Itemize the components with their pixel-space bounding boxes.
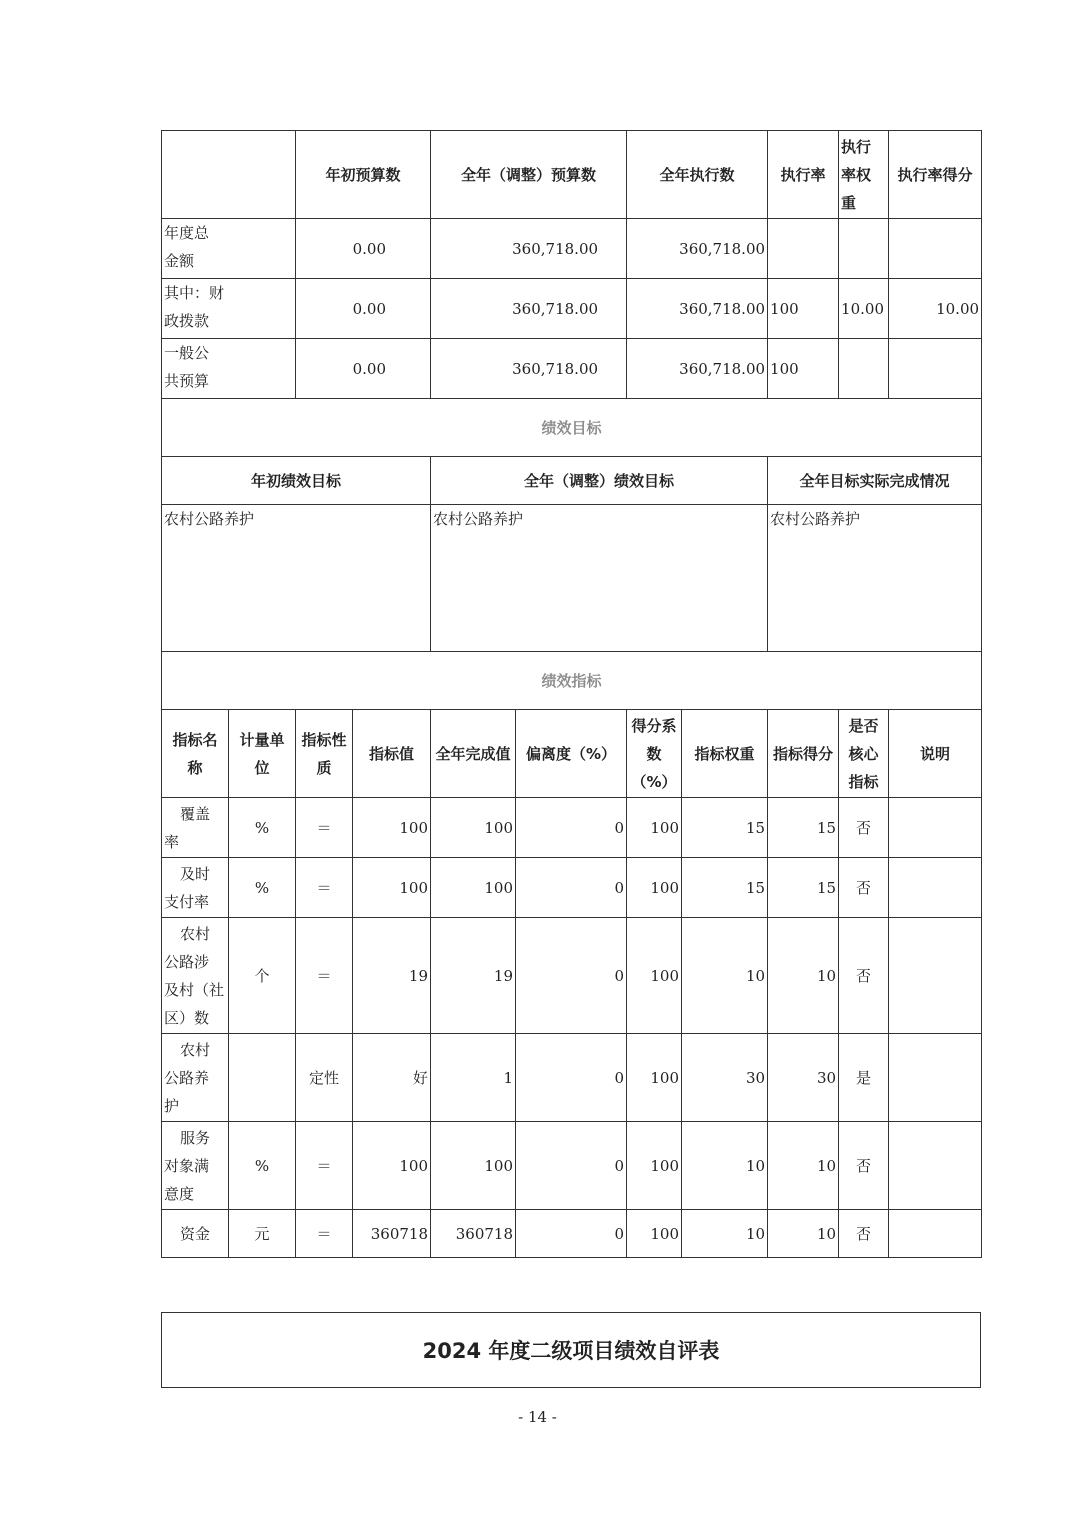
budget-row-total bbox=[162, 219, 982, 279]
ind-target: 100 bbox=[353, 858, 431, 918]
ind-weight: 10 bbox=[682, 1210, 768, 1258]
ind-actual: 19 bbox=[431, 918, 516, 1034]
ind-coef: 100 bbox=[627, 798, 682, 858]
budget-header-row bbox=[162, 131, 982, 219]
ind-coef: 100 bbox=[627, 858, 682, 918]
ind-header-nature: 指标性 质 bbox=[296, 710, 353, 798]
ind-actual: 360718 bbox=[431, 1210, 516, 1258]
ind-deviation: 0 bbox=[516, 858, 627, 918]
budget-adjusted: 360,718.00 bbox=[431, 279, 627, 339]
ind-header-score: 指标得分 bbox=[768, 710, 839, 798]
ind-coef: 100 bbox=[627, 1122, 682, 1210]
ind-score: 10 bbox=[768, 1210, 839, 1258]
ind-name: 农村 公路涉 及村（社 区）数 bbox=[162, 918, 229, 1034]
ind-header-name: 指标名 称 bbox=[162, 710, 229, 798]
budget-header-rate: 执行率 bbox=[768, 131, 839, 219]
ind-nature: ＝ bbox=[296, 918, 353, 1034]
ind-deviation: 0 bbox=[516, 918, 627, 1034]
ind-target: 100 bbox=[353, 798, 431, 858]
ind-note bbox=[889, 1122, 982, 1210]
ind-nature: ＝ bbox=[296, 1210, 353, 1258]
ind-note bbox=[889, 798, 982, 858]
ind-weight: 10 bbox=[682, 918, 768, 1034]
budget-initial: 0.00 bbox=[296, 279, 431, 339]
ind-coef: 100 bbox=[627, 1210, 682, 1258]
ind-name: 农村 公路养 护 bbox=[162, 1034, 229, 1122]
ind-score: 15 bbox=[768, 858, 839, 918]
budget-header-score: 执行率得分 bbox=[889, 131, 982, 219]
ind-core: 是 bbox=[839, 1034, 889, 1122]
ind-header-unit: 计量单 位 bbox=[229, 710, 296, 798]
ind-target: 100 bbox=[353, 1122, 431, 1210]
goals-value-adjusted: 农村公路养护 bbox=[431, 505, 768, 652]
budget-row-general bbox=[162, 339, 982, 399]
indicators-section-row bbox=[162, 652, 982, 710]
budget-header-adjusted: 全年（调整）预算数 bbox=[431, 131, 627, 219]
budget-adjusted: 360,718.00 bbox=[431, 219, 627, 279]
ind-unit: % bbox=[229, 858, 296, 918]
budget-rate: 100 bbox=[768, 339, 839, 399]
ind-core: 否 bbox=[839, 918, 889, 1034]
budget-row-fiscal bbox=[162, 279, 982, 339]
ind-deviation: 0 bbox=[516, 1122, 627, 1210]
ind-score: 15 bbox=[768, 798, 839, 858]
budget-weight bbox=[839, 219, 889, 279]
ind-nature: ＝ bbox=[296, 1122, 353, 1210]
ind-unit: % bbox=[229, 798, 296, 858]
ind-unit: 个 bbox=[229, 918, 296, 1034]
ind-target: 好 bbox=[353, 1034, 431, 1122]
budget-header-executed: 全年执行数 bbox=[627, 131, 768, 219]
ind-deviation: 0 bbox=[516, 798, 627, 858]
page-number: - 14 - bbox=[518, 1408, 557, 1426]
ind-core: 否 bbox=[839, 1122, 889, 1210]
indicators-header-row bbox=[162, 710, 982, 798]
ind-nature: ＝ bbox=[296, 858, 353, 918]
budget-row-label: 一般公 共预算 bbox=[162, 339, 296, 399]
ind-header-note: 说明 bbox=[889, 710, 982, 798]
ind-weight: 30 bbox=[682, 1034, 768, 1122]
ind-score: 10 bbox=[768, 918, 839, 1034]
goals-value-row bbox=[162, 505, 982, 652]
budget-weight: 10.00 bbox=[839, 279, 889, 339]
ind-target: 360718 bbox=[353, 1210, 431, 1258]
ind-note bbox=[889, 918, 982, 1034]
ind-actual: 1 bbox=[431, 1034, 516, 1122]
ind-weight: 15 bbox=[682, 858, 768, 918]
ind-weight: 15 bbox=[682, 798, 768, 858]
budget-executed: 360,718.00 bbox=[627, 279, 768, 339]
ind-header-coef: 得分系 数（%） bbox=[627, 710, 682, 798]
ind-unit: 元 bbox=[229, 1210, 296, 1258]
table-row bbox=[162, 918, 982, 1034]
ind-name: 覆盖 率 bbox=[162, 798, 229, 858]
goals-value-initial: 农村公路养护 bbox=[162, 505, 431, 652]
ind-name: 服务 对象满 意度 bbox=[162, 1122, 229, 1210]
ind-name: 资金 bbox=[162, 1210, 229, 1258]
ind-actual: 100 bbox=[431, 858, 516, 918]
ind-header-weight: 指标权重 bbox=[682, 710, 768, 798]
performance-table bbox=[161, 130, 982, 1258]
table-row bbox=[162, 1034, 982, 1122]
budget-initial: 0.00 bbox=[296, 339, 431, 399]
budget-rate bbox=[768, 219, 839, 279]
budget-header-blank bbox=[162, 131, 296, 219]
ind-core: 否 bbox=[839, 858, 889, 918]
ind-note bbox=[889, 1034, 982, 1122]
ind-header-core: 是否 核心 指标 bbox=[839, 710, 889, 798]
ind-note bbox=[889, 1210, 982, 1258]
ind-nature: 定性 bbox=[296, 1034, 353, 1122]
goals-section-row bbox=[162, 399, 982, 457]
table-row bbox=[162, 798, 982, 858]
table-row bbox=[162, 1210, 982, 1258]
ind-name: 及时 支付率 bbox=[162, 858, 229, 918]
goals-header-row bbox=[162, 457, 982, 505]
goals-header-initial: 年初绩效目标 bbox=[162, 457, 431, 505]
goals-header-actual: 全年目标实际完成情况 bbox=[768, 457, 982, 505]
ind-core: 否 bbox=[839, 798, 889, 858]
ind-unit: % bbox=[229, 1122, 296, 1210]
table-row bbox=[162, 1122, 982, 1210]
ind-score: 30 bbox=[768, 1034, 839, 1122]
ind-note bbox=[889, 858, 982, 918]
goals-value-actual: 农村公路养护 bbox=[768, 505, 982, 652]
ind-actual: 100 bbox=[431, 798, 516, 858]
ind-unit bbox=[229, 1034, 296, 1122]
budget-score bbox=[889, 219, 982, 279]
ind-coef: 100 bbox=[627, 918, 682, 1034]
ind-target: 19 bbox=[353, 918, 431, 1034]
ind-weight: 10 bbox=[682, 1122, 768, 1210]
budget-initial: 0.00 bbox=[296, 219, 431, 279]
table-row bbox=[162, 858, 982, 918]
ind-nature: ＝ bbox=[296, 798, 353, 858]
budget-adjusted: 360,718.00 bbox=[431, 339, 627, 399]
ind-deviation: 0 bbox=[516, 1034, 627, 1122]
budget-weight bbox=[839, 339, 889, 399]
budget-header-initial: 年初预算数 bbox=[296, 131, 431, 219]
budget-score: 10.00 bbox=[889, 279, 982, 339]
budget-header-weight: 执行 率权 重 bbox=[839, 131, 889, 219]
ind-header-actual: 全年完成值 bbox=[431, 710, 516, 798]
indicators-section-title: 绩效指标 bbox=[162, 652, 982, 710]
ind-core: 否 bbox=[839, 1210, 889, 1258]
budget-executed: 360,718.00 bbox=[627, 339, 768, 399]
budget-row-label: 年度总 金额 bbox=[162, 219, 296, 279]
goals-section-title: 绩效目标 bbox=[162, 399, 982, 457]
budget-score bbox=[889, 339, 982, 399]
ind-coef: 100 bbox=[627, 1034, 682, 1122]
goals-header-adjusted: 全年（调整）绩效目标 bbox=[431, 457, 768, 505]
ind-actual: 100 bbox=[431, 1122, 516, 1210]
budget-executed: 360,718.00 bbox=[627, 219, 768, 279]
ind-header-target: 指标值 bbox=[353, 710, 431, 798]
ind-score: 10 bbox=[768, 1122, 839, 1210]
budget-rate: 100 bbox=[768, 279, 839, 339]
next-table-title: 2024 年度二级项目绩效自评表 bbox=[161, 1312, 981, 1388]
ind-deviation: 0 bbox=[516, 1210, 627, 1258]
ind-header-deviation: 偏离度（%） bbox=[516, 710, 627, 798]
budget-row-label: 其中：财 政拨款 bbox=[162, 279, 296, 339]
